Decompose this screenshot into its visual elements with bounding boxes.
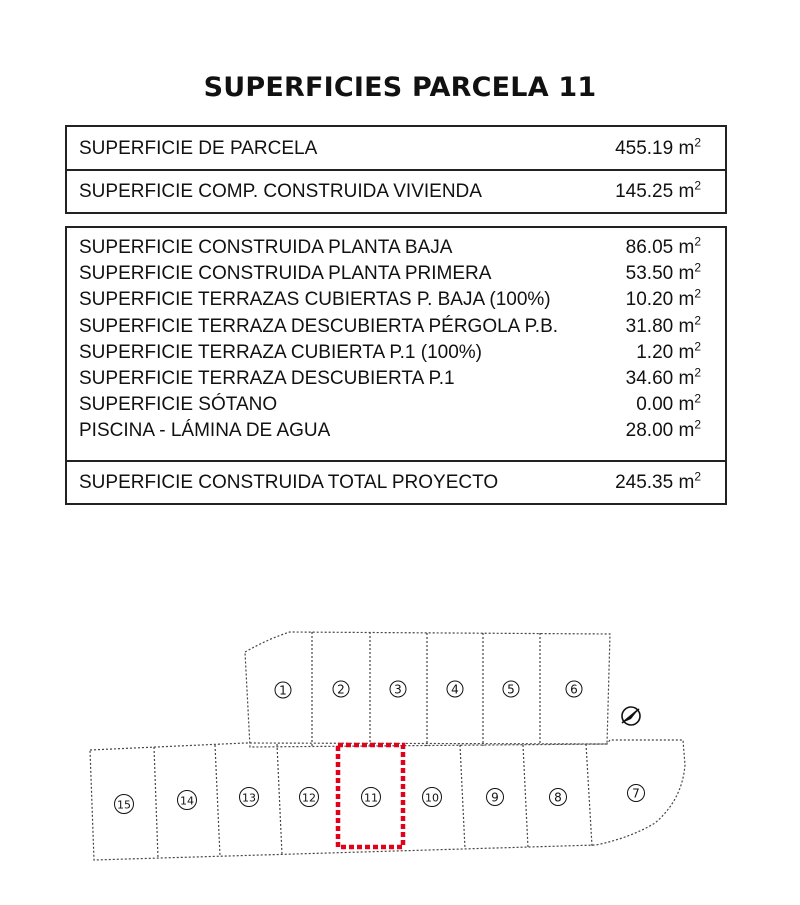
summary-row-vivienda — [67, 179, 725, 205]
parcel-13-label: 13 — [242, 791, 256, 805]
details-table — [65, 226, 727, 505]
details-row — [67, 287, 725, 313]
summary-row-parcela — [67, 136, 725, 162]
row-label: SUPERFICIE TERRAZA DESCUBIERTA P.1 — [79, 367, 455, 389]
row-value: 1.20 $m^2$ — [636, 339, 701, 363]
parcel-6-label: 6 — [570, 682, 578, 697]
parcel-11-label: 11 — [364, 791, 378, 805]
row-label: SUPERFICIE CONSTRUIDA PLANTA PRIMERA — [79, 263, 492, 285]
divider — [67, 169, 725, 171]
north-arrow-icon — [622, 707, 640, 725]
parcel-15-label: 15 — [117, 798, 131, 812]
parcel-site-plan — [0, 610, 800, 880]
row-value: 145.25 $m^2$ — [615, 178, 701, 202]
parcel-divider — [586, 744, 592, 846]
details-row — [67, 314, 725, 340]
total-value: 245.35 $m^2$ — [615, 469, 701, 493]
parcel-14-label: 14 — [180, 794, 194, 808]
parcel-divider — [154, 747, 158, 858]
parcel-8-label: 8 — [554, 790, 562, 805]
row-value: 455.19 $m^2$ — [615, 135, 701, 159]
row-value: 0.00 $m^2$ — [636, 391, 701, 416]
row-label: SUPERFICIE TERRAZA CUBIERTA P.1 (100%) — [79, 341, 482, 363]
parcel-7-label: 7 — [632, 786, 640, 801]
row-label: SUPERFICIE COMP. CONSTRUIDA VIVIENDA — [79, 181, 482, 202]
row-value: 28.00 $m^2$ — [625, 417, 701, 442]
parcel-3-label: 3 — [394, 682, 402, 697]
row-label: SUPERFICIE SÓTANO — [79, 394, 278, 416]
details-row — [67, 235, 725, 261]
parcel-divider — [523, 745, 528, 848]
details-row — [67, 418, 725, 444]
details-row — [67, 392, 725, 418]
divider — [67, 460, 725, 462]
parcel-1-label: 1 — [279, 683, 287, 698]
row-value: 86.05 $m^2$ — [625, 234, 701, 258]
summary-table — [65, 125, 727, 214]
parcel-4-label: 4 — [451, 682, 459, 697]
parcel-12-label: 12 — [302, 791, 316, 805]
parcel-9-label: 9 — [491, 790, 499, 805]
details-row — [67, 340, 725, 366]
row-label: SUPERFICIE TERRAZAS CUBIERTAS P. BAJA (100%) — [79, 289, 551, 311]
row-value: 53.50 $m^2$ — [625, 260, 701, 285]
row-label: PISCINA - LÁMINA DE AGUA — [79, 420, 331, 442]
parcel-divider — [460, 745, 465, 849]
row-label: SUPERFICIE TERRAZA DESCUBIERTA PÉRGOLA P.B. — [79, 315, 559, 337]
row-value: 34.60 $m^2$ — [625, 365, 701, 389]
parcel-divider — [215, 745, 220, 856]
row-value: 31.80 $m^2$ — [625, 313, 701, 337]
row-label: SUPERFICIE CONSTRUIDA PLANTA BAJA — [79, 237, 453, 258]
parcel-10-label: 10 — [425, 791, 439, 805]
row-value: 10.20 $m^2$ — [625, 287, 701, 311]
page-title: SUPERFICIES PARCELA 11 — [203, 72, 597, 103]
total-label: SUPERFICIE CONSTRUIDA TOTAL PROYECTO — [79, 472, 499, 493]
parcel-5-label: 5 — [507, 682, 515, 697]
parcel-divider — [277, 744, 282, 855]
total-row — [67, 470, 725, 496]
parcel-2-label: 2 — [337, 682, 345, 697]
details-row — [67, 261, 725, 287]
details-row — [67, 366, 725, 392]
row-label: SUPERFICIE DE PARCELA — [79, 138, 318, 159]
